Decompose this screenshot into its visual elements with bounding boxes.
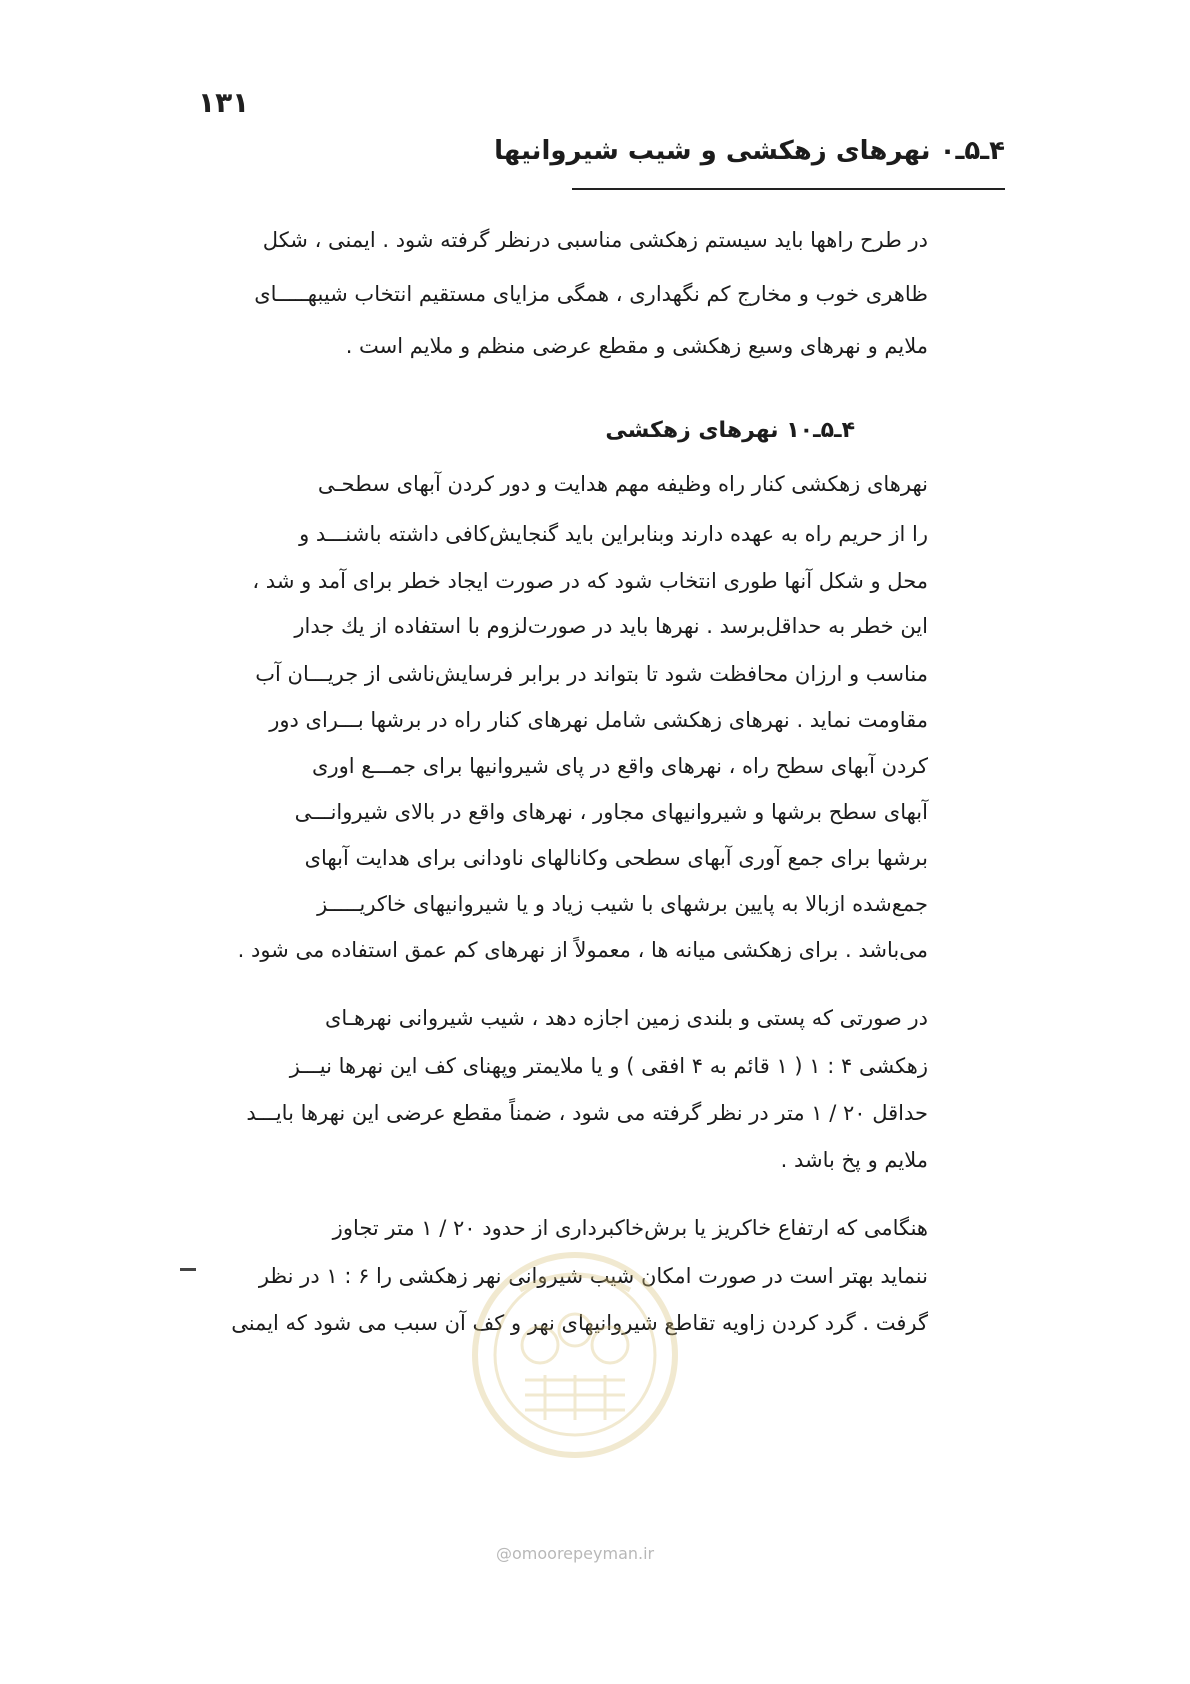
- text-line: ظاهری خوب و مخارج کم نگهداری ، همگی مزایای مستقیم انتخاب شیبهـــــای: [254, 282, 928, 306]
- text-line: مقاومت نماید . نهرهای زهکشی شامل نهرهای کنار راه در برشها بـــرای دور: [269, 708, 928, 732]
- text-line: کردن آبهای سطح راه ، نهرهای واقع در پای شیروانیها برای جمـــع اوری: [312, 754, 928, 778]
- text-line: این خطر به حداقل‌برسد . نهرها باید در صورت‌لزوم با استفاده از یك جدار: [294, 614, 928, 638]
- text-line: محل و شکل آنها طوری انتخاب شود که در صورت ایجاد خطر برای آمد و شد ،: [252, 569, 928, 593]
- text-line: هنگامی که ارتفاع خاکریز یا برش‌خاکبرداری از حدود ۲۰ / ۱ متر تجاوز: [332, 1216, 928, 1240]
- section-title: ۴ـ۵ـ۰ نهرهای زهکشی و شیب شیروانیها: [494, 136, 1005, 166]
- text-line: را از حریم راه به عهده دارند وبنابراین باید گنجایش‌کافی داشته باشنـــد و: [299, 522, 928, 546]
- text-line: گرفت . گرد کردن زاویه تقاطع شیروانیهای نهر و کف آن سبب می شود که ایمنی: [231, 1311, 928, 1335]
- text-line: در طرح راهها باید سیستم زهکشی مناسبی درنظر گرفته شود . ایمنی ، شکل: [262, 228, 928, 252]
- page-number: ۱۳۱: [198, 86, 250, 119]
- title-underline: [572, 188, 1005, 190]
- text-line: برشها برای جمع آوری آبهای سطحی وکانالهای ناودانی برای هدایت آبهای: [304, 846, 928, 870]
- watermark-seal-icon: [470, 1250, 680, 1460]
- watermark-url: @omoorepeyman.ir: [496, 1544, 655, 1563]
- text-line: ننماید بهتر است در صورت امکان شیب شیروانی نهر زهکشی را ۶ : ۱ در نظر: [258, 1264, 928, 1288]
- text-line: می‌باشد . برای زهکشی میانه ها ، معمولاً از نهرهای کم عمق استفاده می شود .: [237, 938, 928, 962]
- text-line: زهکشی ۴ : ۱ ( ۱ قائم به ۴ افقی ) و یا ملایمتر وپهنای کف این نهرها نیـــز: [289, 1054, 928, 1078]
- text-line: در صورتی که پستی و بلندی زمین اجازه دهد ، شیب شیروانی نهرهـای: [324, 1006, 928, 1030]
- text-line: مناسب و ارزان محافظت شود تا بتواند در برابر فرسایش‌ناشی از جریـــان آب: [255, 662, 928, 686]
- text-line: آبهای سطح برشها و شیروانیهای مجاور ، نهرهای واقع در بالای شیروانـــی: [294, 800, 928, 824]
- margin-mark: [180, 1268, 196, 1271]
- text-line: حداقل ۲۰ / ۱ متر در نظر گرفته می شود ، ضمناً مقطع عرضی این نهرها بایـــد: [246, 1101, 928, 1125]
- text-line: نهرهای زهکشی کنار راه وظیفه مهم هدایت و دور کردن آبهای سطحـی: [317, 472, 928, 496]
- text-line: جمع‌شده ازبالا به پایین برشهای با شیب زیاد و یا شیروانیهای خاکریـــــز: [317, 892, 928, 916]
- text-line: ملایم و پخ باشد .: [780, 1148, 928, 1172]
- text-line: ملایم و نهرهای وسیع زهکشی و مقطع عرضی منظم و ملایم است .: [345, 334, 928, 358]
- subsection-heading: ۴ـ۵ـ۱۰ نهرهای زهکشی: [605, 418, 855, 443]
